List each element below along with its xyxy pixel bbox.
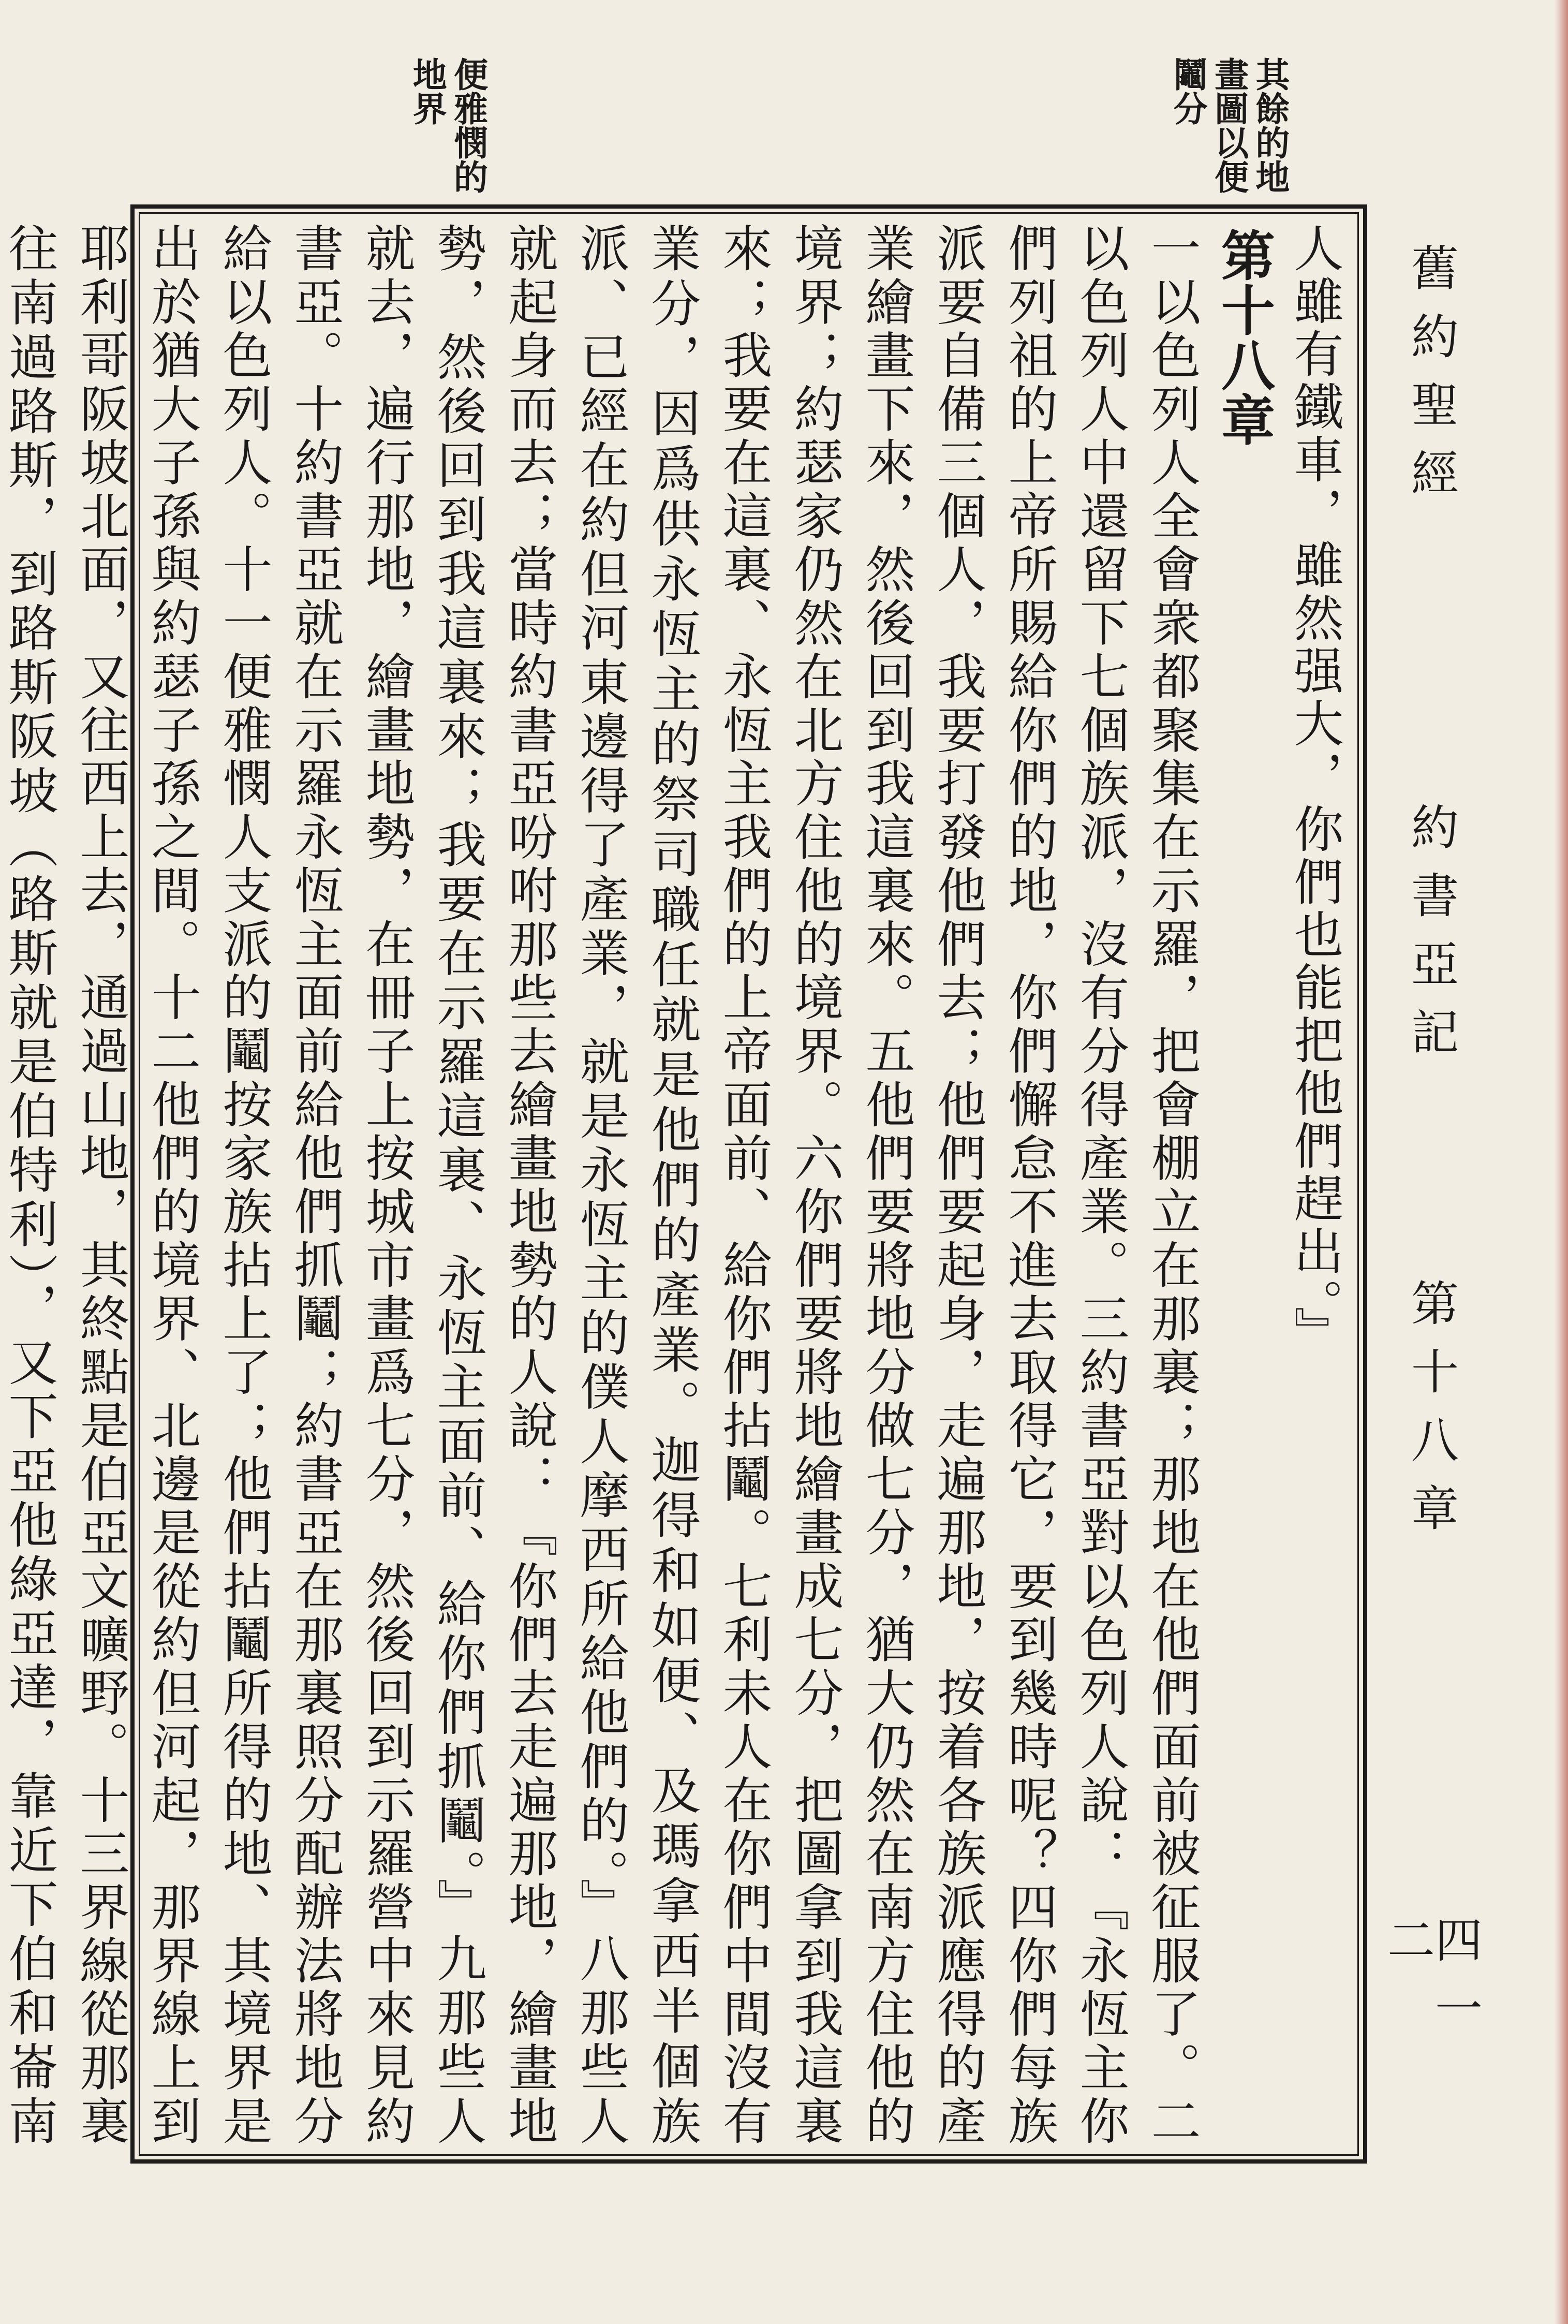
intro-paragraph: 人雖有鐵車，雖然强大，你們也能把他們趕出。』 [1286, 223, 1344, 1359]
margin-note-line: 便雅憫的 [448, 57, 489, 194]
book-name: 約書亞記 [1403, 802, 1459, 1076]
margin-note-line: 地界 [407, 57, 448, 125]
chapter-label: 第十八章 [1403, 1278, 1459, 1552]
chapter-heading: 第十八章 [1212, 228, 1276, 447]
running-header [1380, 243, 1483, 2065]
margin-note-line: 鬮分 [1167, 57, 1208, 125]
margin-note-benjamin-border [407, 57, 489, 194]
page-number: 四一二 [1380, 1915, 1483, 2052]
book-collection-title: 舊約聖經 [1403, 243, 1459, 517]
margin-note-land-survey [1167, 57, 1290, 194]
margin-note-line: 其餘的地 [1249, 57, 1290, 194]
page-edge [1555, 0, 1568, 2324]
margin-note-line: 畫圖以便 [1208, 57, 1249, 194]
chapter-text: 一以色列人全會衆都聚集在示羅，把會棚立在那裏；那地在他們面前被征服了。二以色列人中還留下七個族派，沒有分得產業。三約書亞對以色列人說：『永恆主你們列祖的上帝所賜給你們的地，你們懈怠不進去取得它，要到幾時呢？四你們每族派要自備三個人，我要打發他們去；他們要起身，走遍那地，按着各族派應得的產業繪畫下來，然後回到我這裏來。五他們要將地分做七分，猶大仍然在南方住他的境界；約瑟家仍然在北方住他的境界。六你們要將地繪畫成七分，把圖拿到我這裏來；我要在這裏、永恆主我們的上帝面前、給你們拈鬮。七利未人在你們中間沒有業分，因爲供永恆主的祭司職任就是他們的產業。迦得和如便、及瑪拿西半個族派、已經在約但河東邊得了產業，就是永恆主的僕人摩西所給他們的。』八那些人就起身而去；當時約書亞吩咐那些去繪畫地勢的人說：『你們去走遍那地，繪畫地勢，然後回到我這裏來；我要在示羅這裏、永恆主面前、給你們抓鬮。』九那些人就去，遍行那地，繪畫地勢，在冊子上按城市畫爲七分，然後回到示羅營中來見約書亞。十約書亞就在示羅永恆主面前給他們抓鬮；約書亞在那裏照分配辦法將地分給以色列人。十一便雅憫人支派的鬮按家族拈上了；他們拈鬮所得的地、其境界是出於猶大子孫與約瑟子孫之間。十二他們的境界、北邊是從約但河起，那界線上到耶利哥阪坡北面，又往西上去，通過山地，其終點是伯亞文曠野。十三界線從那裏往南過路斯，到路斯阪坡（路斯就是伯特利），又下亞他綠亞達，靠近下伯和崙南 [1, 223, 1201, 2148]
scripture-body [1, 223, 1351, 2148]
